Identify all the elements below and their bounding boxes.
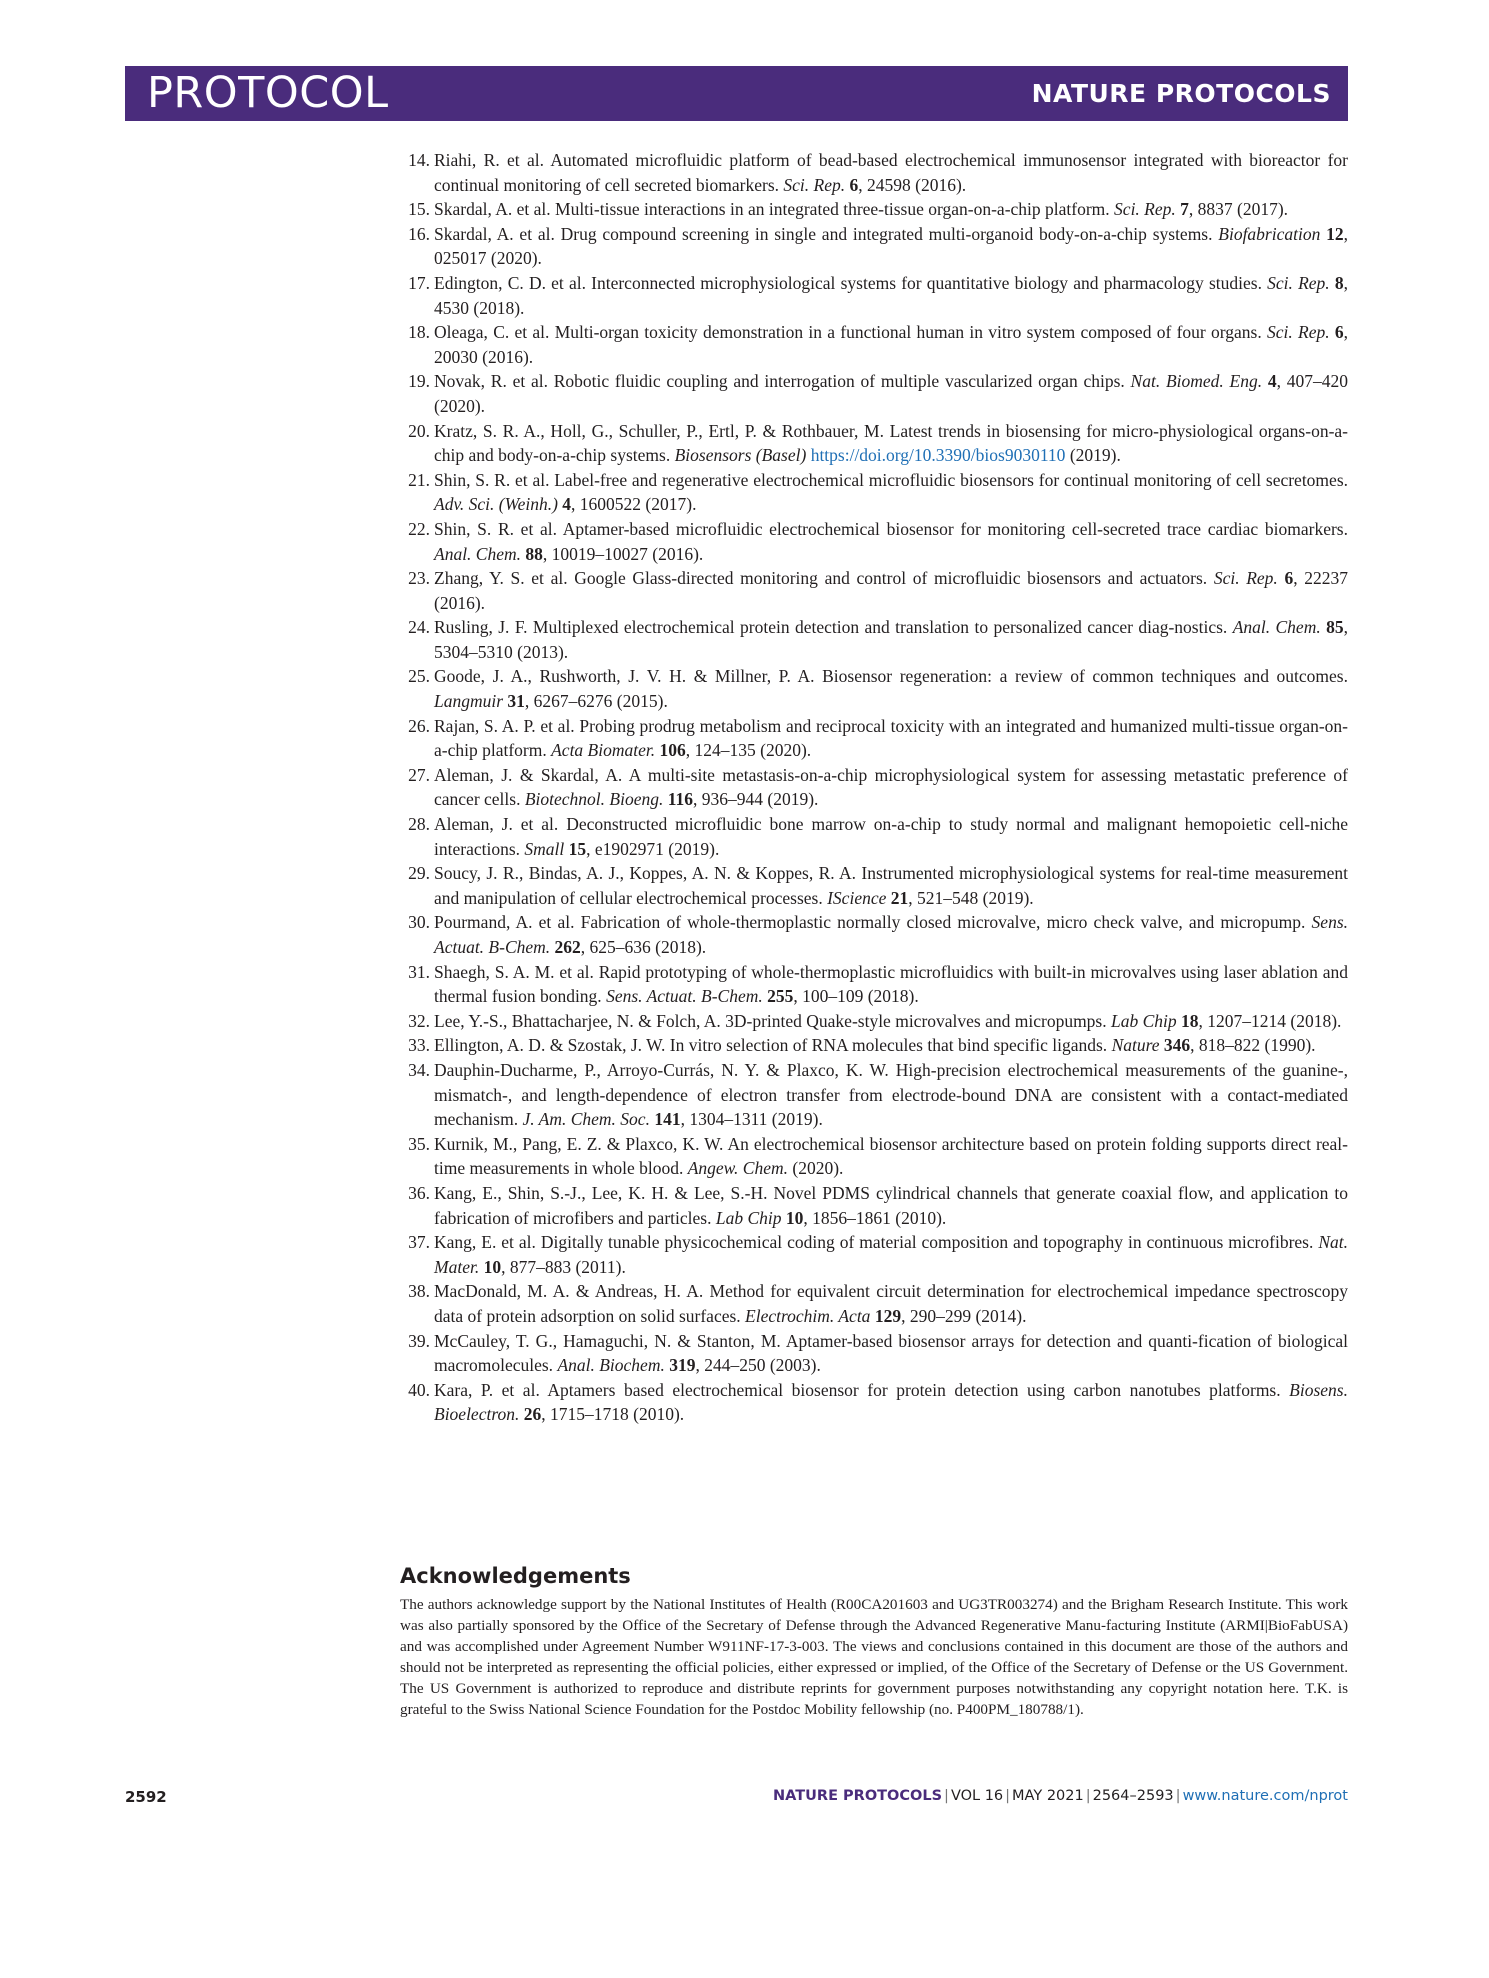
reference-text: Oleaga, C. et al. Multi-organ toxicity demonstration in a functional human in vitro system composed of four organs. <box>434 322 1267 343</box>
reference-text: , 4530 (2018). <box>434 272 1348 318</box>
journal-name: Nat. Biomed. Eng. <box>1130 371 1263 392</box>
reference-item <box>400 468 1348 517</box>
journal-name: Adv. Sci. (Weinh.) <box>434 494 558 515</box>
reference-number: 19. <box>408 371 430 392</box>
reference-item <box>400 566 1348 615</box>
journal-name: Biosens. Bioelectron. <box>434 1379 1348 1425</box>
reference-text: , 20030 (2016). <box>434 322 1348 367</box>
reference-number: 29. <box>408 863 430 884</box>
volume-number: 10 <box>785 1207 804 1228</box>
reference-number: 22. <box>408 518 430 539</box>
volume-number: 6 <box>1334 322 1344 343</box>
reference-text: Kratz, S. R. A., Holl, G., Schuller, P., Ertl, P. & Rothbauer, M. Latest trends in biosensing for micro-physiological organs-on-a-chip and body-on-a-chip systems. <box>434 420 1348 466</box>
reference-item <box>400 1009 1348 1034</box>
reference-text: , 1600522 (2017). <box>571 494 697 515</box>
reference-item <box>400 222 1348 271</box>
reference-item <box>400 714 1348 763</box>
volume-number: 8 <box>1334 272 1344 293</box>
reference-number: 28. <box>408 814 430 835</box>
reference-number: 32. <box>408 1010 430 1031</box>
volume-number: 15 <box>568 838 587 859</box>
footer-separator: | <box>1175 1788 1181 1804</box>
acknowledgements-text: The authors acknowledge support by the National Institutes of Health (R00CA201603 and UG3TR003274) and the Brigham Research Institute. This work was also partially sponsored by the Office of the Secretary of Defense through the Advanced Regenerative Manu-facturing Institute (ARMI|BioFabUSA) and was accomplished under Agreement Number W911NF-17-3-003. The views and conclusions contained in this document are those of the authors and should not be interpreted as representing the official policies, either expressed or implied, of the Office of the Secretary of Defense or the US Government. The US Government is authorized to reproduce and distribute reprints for government purposes notwithstanding any copyright notation here. T.K. is grateful to the Swiss National Science Foundation for the Postdoc Mobility fellowship (no. P400PM_180788/1). <box>400 1596 1348 1718</box>
reference-text: Dauphin-Ducharme, P., Arroyo-Currás, N. Y. & Plaxco, K. W. High-precision electrochemical measurements of the guanine-, mismatch-, and length-dependence of electron transfer from electrode-bound DNA are consistent with a contact-mediated mechanism. <box>434 1059 1348 1130</box>
volume-number: 346 <box>1163 1035 1191 1056</box>
reference-number: 17. <box>408 272 430 293</box>
reference-text: , 24598 (2016). <box>858 174 967 195</box>
reference-item <box>400 812 1348 861</box>
reference-item <box>400 1033 1348 1058</box>
journal-name: Small <box>524 838 565 859</box>
reference-text: , 1856–1861 (2010). <box>803 1207 947 1228</box>
reference-number: 21. <box>408 469 430 490</box>
reference-text: Skardal, A. et al. Drug compound screening in single and integrated multi-organoid body-on-a-chip systems. <box>434 223 1219 244</box>
reference-list <box>400 148 1348 1427</box>
reference-text: Rajan, S. A. P. et al. Probing prodrug metabolism and reciprocal toxicity with an integrated and humanized multi-tissue organ-on-a-chip platform. <box>434 715 1348 761</box>
footer-separator: | <box>944 1788 949 1804</box>
journal-name: Anal. Chem. <box>434 543 522 564</box>
footer-volume: VOL 16 <box>950 1788 1004 1804</box>
volume-number: 141 <box>654 1109 681 1130</box>
reference-text: Shin, S. R. et al. Aptamer-based microfluidic electrochemical biosensor for monitoring cell-secreted trace cardiac biomarkers. <box>434 518 1348 539</box>
reference-item <box>400 1230 1348 1279</box>
reference-text: Novak, R. et al. Robotic fluidic coupling and interrogation of multiple vascularized organ chips. <box>434 371 1131 392</box>
footer-date: MAY 2021 <box>1012 1788 1084 1804</box>
reference-item <box>400 419 1348 468</box>
reference-text: , 877–883 (2011). <box>501 1256 626 1277</box>
journal-name: Biofabrication <box>1218 223 1321 244</box>
volume-number: 31 <box>507 691 525 712</box>
reference-text: , 22237 (2016). <box>434 568 1349 613</box>
journal-name: J. Am. Chem. Soc. <box>522 1109 650 1130</box>
reference-item <box>400 197 1348 222</box>
header-banner <box>125 66 1348 121</box>
journal-name: Electrochim. Acta <box>745 1305 871 1326</box>
reference-text: , 8837 (2017). <box>1188 199 1289 220</box>
reference-number: 33. <box>408 1035 430 1056</box>
journal-name: Sens. Actuat. B-Chem. <box>606 986 763 1007</box>
reference-text: , 124–135 (2020). <box>685 740 812 761</box>
reference-text: Aleman, J. et al. Deconstructed microfluidic bone marrow on-a-chip to study normal and malignant hemopoietic cell-niche interactions. <box>434 814 1348 859</box>
reference-number: 30. <box>408 912 430 933</box>
reference-number: 27. <box>408 764 430 785</box>
reference-number: 20. <box>408 420 430 441</box>
reference-number: 16. <box>408 223 430 244</box>
reference-number: 40. <box>408 1379 430 1400</box>
reference-item <box>400 1378 1348 1427</box>
reference-text: Edington, C. D. et al. Interconnected microphysiological systems for quantitative biology and pharmacology studies. <box>434 272 1268 293</box>
section-label: PROTOCOL <box>147 68 389 118</box>
reference-item <box>400 615 1348 664</box>
volume-number: 26 <box>523 1404 542 1425</box>
reference-text: Lee, Y.-S., Bhattacharjee, N. & Folch, A. 3D-printed Quake-style microvalves and micropumps. <box>434 1010 1111 1031</box>
footer-pages: 2564–2593 <box>1092 1788 1174 1804</box>
doi-link[interactable]: https://doi.org/10.3390/bios9030110 <box>810 445 1066 466</box>
volume-number: 116 <box>667 789 694 810</box>
reference-item <box>400 910 1348 959</box>
reference-number: 15. <box>408 199 430 220</box>
reference-item <box>400 369 1348 418</box>
volume-number: 12 <box>1326 223 1344 244</box>
reference-number: 31. <box>408 961 430 982</box>
reference-item <box>400 271 1348 320</box>
volume-number: 18 <box>1181 1010 1199 1031</box>
journal-name: Acta Biomater. <box>551 740 656 761</box>
journal-name: Nat. Mater. <box>434 1232 1348 1277</box>
footer-url-link[interactable]: www.nature.com/nprot <box>1182 1788 1348 1804</box>
reference-number: 35. <box>408 1133 430 1154</box>
reference-item <box>400 1181 1348 1230</box>
reference-text: Shin, S. R. et al. Label-free and regenerative electrochemical microfluidic biosensors for continual monitoring of cell secretomes. <box>434 469 1348 490</box>
reference-text: , 244–250 (2003). <box>695 1355 821 1376</box>
reference-item <box>400 664 1348 713</box>
reference-text: , 1207–1214 (2018). <box>1198 1010 1342 1031</box>
journal-name: Sci. Rep. <box>1114 199 1176 220</box>
reference-text: Kara, P. et al. Aptamers based electrochemical biosensor for protein detection using carbon nanotubes platforms. <box>434 1379 1290 1400</box>
volume-number: 106 <box>659 740 686 761</box>
volume-number: 88 <box>525 543 543 564</box>
reference-text: (2020). <box>788 1158 844 1179</box>
page-number: 2592 <box>125 1788 167 1806</box>
journal-name: Sci. Rep. <box>1213 568 1278 589</box>
footer-journal: NATURE PROTOCOLS <box>773 1788 943 1804</box>
reference-text: Zhang, Y. S. et al. Google Glass-directed monitoring and control of microfluidic biosensors and actuators. <box>434 568 1214 589</box>
reference-text: , 025017 (2020). <box>434 223 1348 269</box>
volume-number: 4 <box>562 494 572 515</box>
volume-number: 129 <box>874 1305 902 1326</box>
reference-text: Kurnik, M., Pang, E. Z. & Plaxco, K. W. An electrochemical biosensor architecture based on protein folding supports direct real-time measurements in whole blood. <box>434 1133 1348 1179</box>
reference-text: , 100–109 (2018). <box>793 986 919 1007</box>
reference-item <box>400 763 1348 812</box>
journal-name: Langmuir <box>434 691 504 712</box>
reference-text: , 818–822 (1990). <box>1190 1035 1316 1056</box>
journal-name: Biotechnol. Bioeng. <box>524 789 664 810</box>
acknowledgements-heading: Acknowledgements <box>400 1564 631 1588</box>
reference-number: 14. <box>408 150 430 170</box>
reference-number: 23. <box>408 568 430 589</box>
journal-name: Sci. Rep. <box>783 174 846 195</box>
journal-name: Sci. Rep. <box>1267 272 1330 293</box>
journal-name: IScience <box>827 887 887 908</box>
reference-number: 38. <box>408 1281 430 1302</box>
volume-number: 7 <box>1180 199 1189 220</box>
reference-text: Rusling, J. F. Multiplexed electrochemical protein detection and translation to personalized cancer diag-nostics. <box>434 617 1233 638</box>
reference-text: , 407–420 (2020). <box>434 371 1349 416</box>
journal-name: Anal. Biochem. <box>557 1355 665 1376</box>
reference-item <box>400 1329 1348 1378</box>
reference-text: Goode, J. A., Rushworth, J. V. H. & Millner, P. A. Biosensor regeneration: a review of common techniques and outcomes. <box>434 666 1348 687</box>
reference-text: , 10019–10027 (2016). <box>542 543 704 564</box>
volume-number: 21 <box>890 887 909 908</box>
reference-text: Shaegh, S. A. M. et al. Rapid prototyping of whole-thermoplastic microfluidics with built-in microvalves using laser ablation and thermal fusion bonding. <box>434 961 1348 1007</box>
volume-number: 319 <box>669 1355 696 1376</box>
reference-number: 24. <box>408 617 430 638</box>
volume-number: 4 <box>1267 371 1277 392</box>
reference-item <box>400 1132 1348 1181</box>
reference-number: 34. <box>408 1059 430 1080</box>
volume-number: 262 <box>554 937 581 957</box>
reference-text: , 290–299 (2014). <box>901 1305 1027 1326</box>
reference-text: , 6267–6276 (2015). <box>524 691 668 712</box>
reference-text: , 521–548 (2019). <box>908 887 1034 908</box>
reference-text: (2019). <box>1065 445 1121 466</box>
reference-text: , 1715–1718 (2010). <box>541 1404 685 1425</box>
reference-text: MacDonald, M. A. & Andreas, H. A. Method for equivalent circuit determination for electrochemical impedance spectroscopy data of protein adsorption on solid surfaces. <box>434 1281 1348 1326</box>
reference-number: 39. <box>408 1330 430 1351</box>
reference-item <box>400 517 1348 566</box>
reference-number: 18. <box>408 322 430 343</box>
footer-citation <box>773 1788 1348 1804</box>
volume-number: 255 <box>767 986 794 1007</box>
volume-number: 10 <box>483 1256 502 1277</box>
journal-label: NATURE PROTOCOLS <box>1031 79 1331 108</box>
reference-text: Pourmand, A. et al. Fabrication of whole-thermoplastic normally closed microvalve, micro check valve, and micropump. <box>434 912 1312 933</box>
journal-name: Anal. Chem. <box>1232 617 1321 638</box>
volume-number: 85 <box>1326 617 1344 638</box>
reference-text: , e1902971 (2019). <box>586 838 720 859</box>
reference-text: Skardal, A. et al. Multi-tissue interactions in an integrated three-tissue organ-on-a-chip platform. <box>434 199 1115 220</box>
footer-separator: | <box>1085 1788 1091 1804</box>
reference-item <box>400 320 1348 369</box>
reference-text: Riahi, R. et al. Automated microfluidic platform of bead-based electrochemical immunosensor integrated with bioreactor for continual monitoring of cell secreted biomarkers. <box>434 150 1348 195</box>
journal-name: Biosensors (Basel) <box>674 445 807 466</box>
reference-text: , 1304–1311 (2019). <box>680 1109 823 1130</box>
journal-name: Sens. Actuat. B-Chem. <box>434 912 1348 957</box>
journal-name: Nature <box>1111 1035 1160 1056</box>
reference-item <box>400 1279 1348 1328</box>
reference-text: , 5304–5310 (2013). <box>434 617 1348 662</box>
volume-number: 6 <box>849 174 859 195</box>
reference-text: , 936–944 (2019). <box>693 789 819 810</box>
reference-text: Ellington, A. D. & Szostak, J. W. In vitro selection of RNA molecules that bind specific ligands. <box>434 1035 1112 1056</box>
reference-text: Kang, E., Shin, S.-J., Lee, K. H. & Lee, S.-H. Novel PDMS cylindrical channels that generate coaxial flow, and application to fabrication of microfibers and particles. <box>434 1182 1348 1228</box>
reference-text: Kang, E. et al. Digitally tunable physicochemical coding of material composition and topography in continuous microfibres. <box>434 1232 1319 1253</box>
reference-text: Soucy, J. R., Bindas, A. J., Koppes, A. N. & Koppes, R. A. Instrumented microphysiological systems for real-time measurement and manipulation of cellular electrochemical processes. <box>434 863 1348 908</box>
journal-name: Lab Chip <box>1111 1010 1177 1031</box>
reference-item <box>400 861 1348 910</box>
journal-name: Lab Chip <box>715 1207 782 1228</box>
reference-text: McCauley, T. G., Hamaguchi, N. & Stanton, M. Aptamer-based biosensor arrays for detection and quanti-fication of biological macromolecules. <box>434 1330 1348 1376</box>
reference-number: 36. <box>408 1182 430 1203</box>
reference-number: 25. <box>408 666 430 687</box>
journal-name: Sci. Rep. <box>1266 322 1330 343</box>
reference-item <box>400 1058 1348 1132</box>
footer-separator: | <box>1005 1788 1011 1804</box>
reference-text: , 625–636 (2018). <box>580 937 707 957</box>
journal-name: Angew. Chem. <box>687 1158 788 1179</box>
reference-number: 37. <box>408 1232 430 1253</box>
reference-item <box>400 148 1348 197</box>
volume-number: 6 <box>1284 568 1294 589</box>
reference-item <box>400 960 1348 1009</box>
reference-text: Aleman, J. & Skardal, A. A multi-site metastasis-on-a-chip microphysiological system for assessing metastatic preference of cancer cells. <box>434 764 1348 810</box>
reference-number: 26. <box>408 715 430 736</box>
